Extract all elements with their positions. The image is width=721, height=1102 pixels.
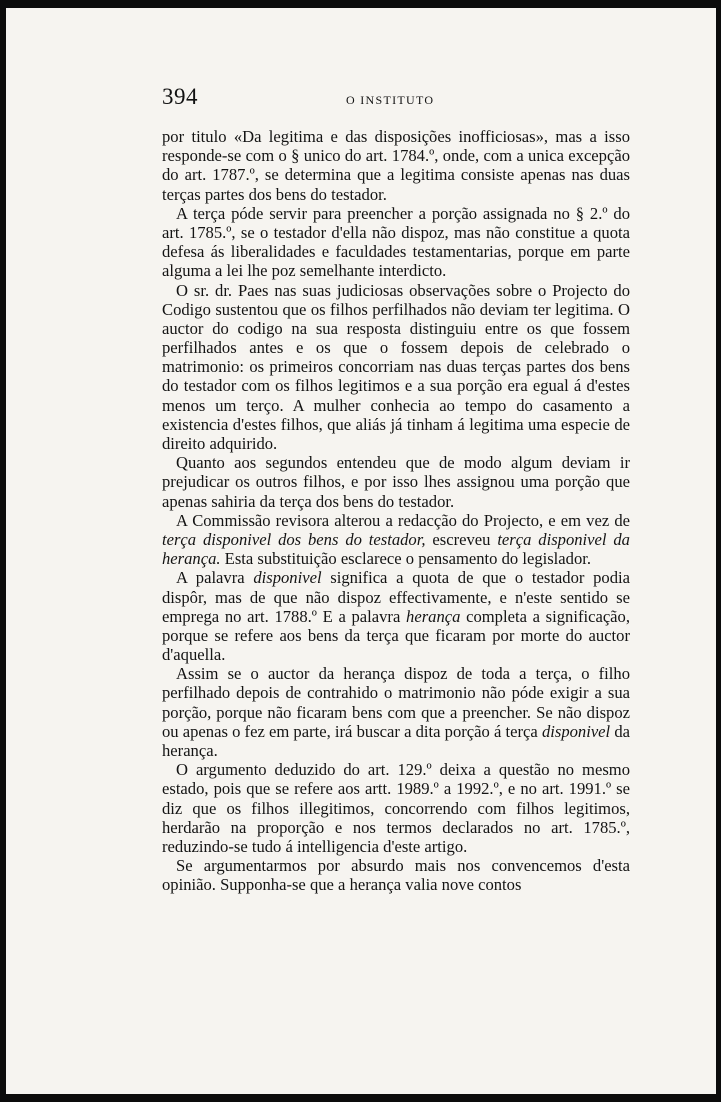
text-run: da herança. bbox=[162, 721, 631, 760]
paragraph bbox=[162, 204, 630, 281]
paragraph bbox=[162, 453, 630, 511]
scan-border-bottom bbox=[0, 1094, 721, 1102]
text-run: A palavra bbox=[176, 568, 254, 588]
scan-border-right bbox=[716, 0, 721, 1102]
text-run: O argumento deduzido do art. 129.º deixa a questão no mesmo estado, pois que se refere aos artt. 1989.º a 1992.º, e no art. 1991.º se diz que os filhos illegitimos, concorrendo com filhos legitimos, herdarão na proporção e nos termos declarados no art. 1785.º, reduzindo-se tudo á intelligencia d'este artigo. bbox=[162, 760, 630, 856]
paragraph bbox=[162, 511, 630, 569]
italic-phrase: terça disponivel da herança. bbox=[162, 529, 630, 569]
paragraph bbox=[162, 664, 630, 760]
text-run: completa a significação, porque se refere aos bens da terça que ficaram por morte do auctor d'aquella. bbox=[162, 606, 630, 665]
text-run: Esta substituição esclarece o pensamento do legislador. bbox=[220, 549, 592, 569]
text-run: Assim se o auctor da herança dispoz de toda a terça, o filho perfilhado depois de contrahido o matrimonio não póde exigir a sua porção, porque não ficaram bens com que a preencher. Se não dispoz ou apenas o fez em parte, irá buscar a dita porção á terça bbox=[162, 664, 630, 741]
paragraph bbox=[162, 568, 630, 664]
text-run: escreveu bbox=[425, 529, 498, 549]
text-run: A terça póde servir para preencher a porção assignada no § 2.º do art. 1785.º, se o testador d'ella não dispoz, mas não constitue a quota defesa ás liberalidades e faculdades testamentarias, porque em parte alguma a lei lhe poz semelhante interdicto. bbox=[162, 203, 630, 281]
scan-border-top bbox=[0, 0, 721, 8]
italic-phrase: disponivel bbox=[253, 568, 322, 588]
paragraph bbox=[162, 127, 630, 204]
body-text bbox=[162, 127, 630, 895]
page-number: 394 bbox=[162, 84, 198, 109]
page-header bbox=[162, 84, 630, 112]
text-run: Quanto aos segundos entendeu que de modo algum deviam ir prejudicar os outros filhos, e por isso lhes assignou uma porção que apenas sahiria da terça dos bens do testador. bbox=[162, 453, 630, 511]
paragraph bbox=[162, 281, 630, 454]
italic-phrase: disponivel bbox=[541, 721, 611, 741]
text-run: por titulo «Da legitima e das disposições inofficiosas», mas a isso responde-se com o § unico do art. 1784.º, onde, com a unica excepção do art. 1787.º, se determina que a legitima consiste apenas nas duas terças partes dos bens do testador. bbox=[162, 127, 630, 204]
paragraph bbox=[162, 760, 630, 856]
paragraph bbox=[162, 856, 630, 894]
italic-phrase: terça disponivel dos bens do testador, bbox=[162, 529, 426, 549]
text-run: O sr. dr. Paes nas suas judiciosas observações sobre o Projecto do Codigo sustentou que os filhos perfilhados não deviam ter legitima. O auctor do codigo na sua resposta distinguiu entre os que fossem perfilhados antes e os que o fossem depois de celebrado o matrimonio: os primeiros concorriam nas duas terças partes dos bens do testador com os filhos legitimos e a sua porção era egual á d'estes menos um terço. A mulher conhecia ao tempo do casamento a existencia d'estes filhos, que aliás já tinham á legitima uma especie de direito adquirido. bbox=[162, 280, 630, 453]
running-head: O INSTITUTO bbox=[346, 93, 435, 107]
scan-border-left bbox=[0, 0, 6, 1102]
italic-phrase: herança bbox=[406, 606, 461, 626]
text-run: A Commissão revisora alterou a redacção do Projecto, e em vez de bbox=[176, 510, 630, 530]
text-run: Se argumentarmos por absurdo mais nos convencemos d'esta opinião. Supponha-se que a herança valia nove contos bbox=[162, 856, 630, 895]
text-run: significa a quota de que o testador podia dispôr, mas de que não dispoz effectivamente, e n'este sentido se emprega no art. 1788.º E a palavra bbox=[162, 568, 630, 626]
